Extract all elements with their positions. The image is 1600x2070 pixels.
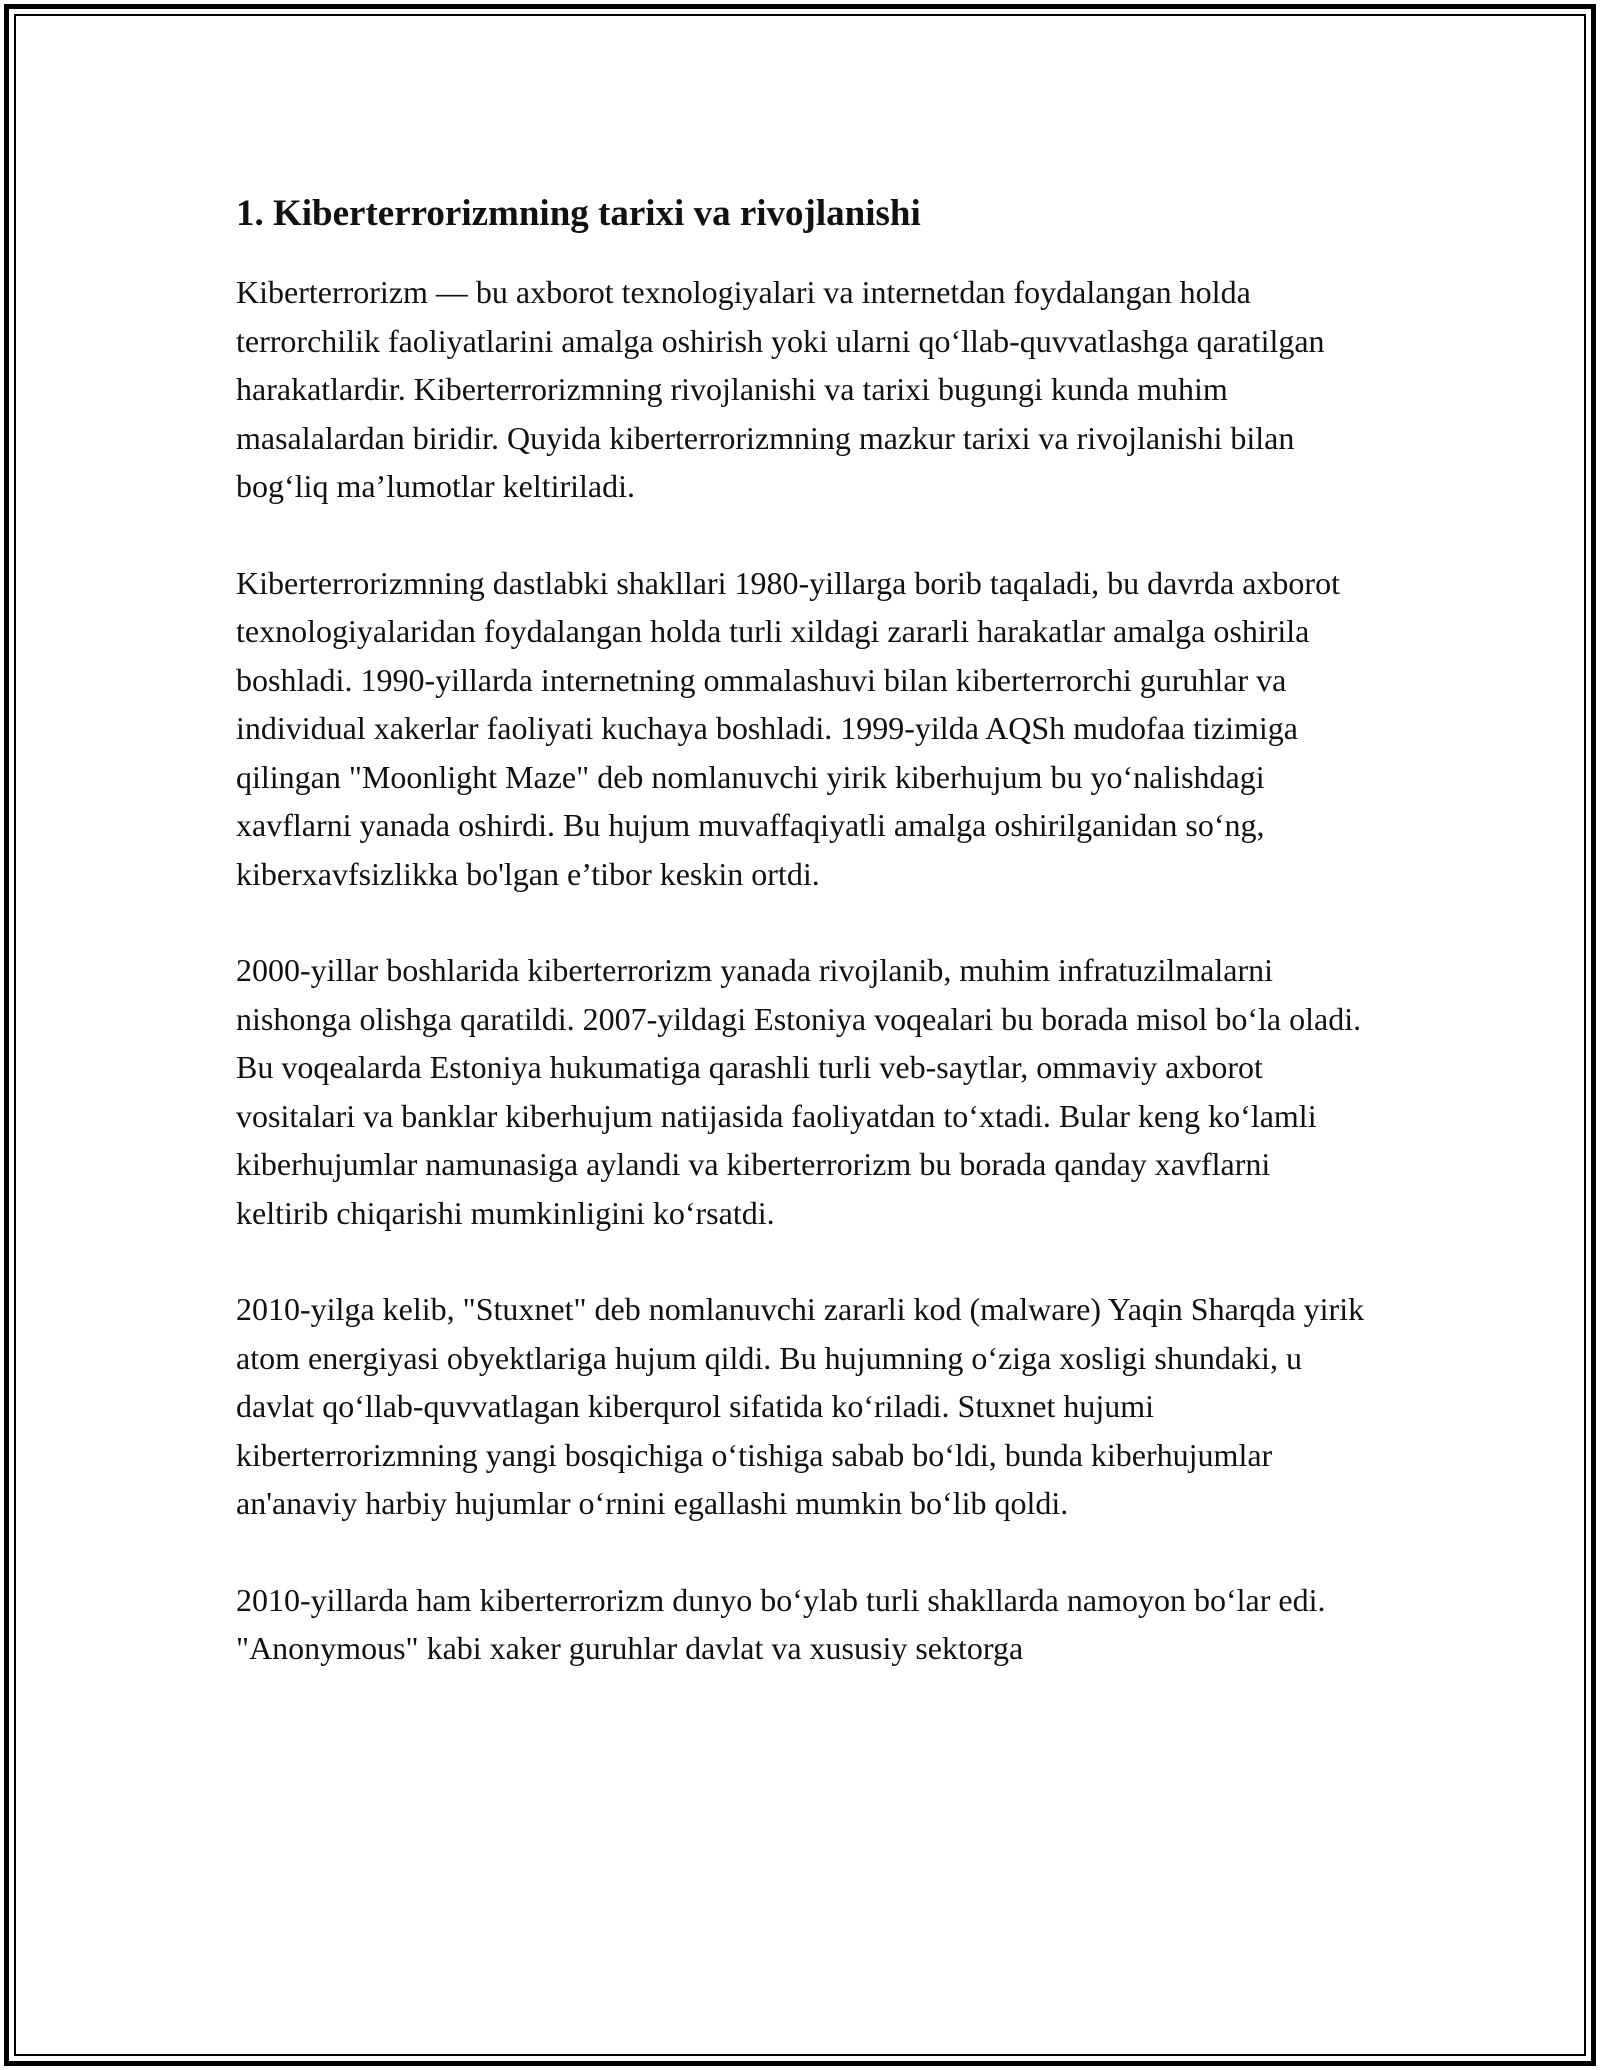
- paragraph-stuxnet: 2010-yilga kelib, "Stuxnet" deb nomlanuvchi zararli kod (malware) Yaqin Sharqda yirik atom energiyasi obyektlariga hujum qildi. Bu hujumning o‘ziga xosligi shundaki, u davlat qo‘llab-quvvatlagan kiberqurol sifatida ko‘riladi. Stuxnet hujumi kiberterrorizmning yangi bosqichiga o‘tishiga sabab bo‘ldi, bunda kiberhujumlar an'anaviy harbiy hujumlar o‘rnini egallashi mumkin bo‘lib qoldi.: [236, 1291, 1365, 1521]
- document-body: [236, 190, 1366, 1673]
- paragraph-definition: Kiberterrorizm — bu axborot texnologiyalari va internetdan foydalangan holda terrorchilik faoliyatlarini amalga oshirish yoki ularni qo‘llab-quvvatlashga qaratilgan harakatlardir. Kiberterrorizmning rivojlanishi va tarixi bugungi kunda muhim masalalardan biridir. Quyida kiberterrorizmning mazkur tarixi va rivojlanishi bilan bog‘liq ma’lumotlar keltiriladi.: [236, 274, 1325, 504]
- section-heading: 1. Kiberterrorizmning tarixi va rivojlanishi: [236, 193, 921, 234]
- paragraph-2010s: 2010-yillarda ham kiberterrorizm dunyo bo‘ylab turli shakllarda namoyon bo‘lar edi. "Anonymous" kabi xaker guruhlar davlat va xususiy sektorga: [236, 1581, 1326, 1666]
- paragraph-early-history: Kiberterrorizmning dastlabki shakllari 1980-yillarga borib taqaladi, bu davrda axborot texnologiyalaridan foydalangan holda turli xildagi zararli harakatlar amalga oshirila boshladi. 1990-yillarda internetning ommalashuvi bilan kiberterrorchi guruhlar va individual xakerlar faoliyati kuchaya boshladi. 1999-yilda AQSh mudofaa tizimiga qilingan "Moonlight Maze" deb nomlanuvchi yirik kiberhujum bu yo‘nalishdagi xavflarni yanada oshirdi. Bu hujum muvaffaqiyatli amalga oshirilganidan so‘ng, kiberxavfsizlikka bo'lgan e’tibor keskin ortdi.: [236, 564, 1340, 892]
- paragraph-2000s: 2000-yillar boshlarida kiberterrorizm yanada rivojlanib, muhim infratuzilmalarni nishonga olishga qaratildi. 2007-yildagi Estoniya voqealari bu borada misol bo‘la oladi. Bu voqealarda Estoniya hukumatiga qarashli turli veb-saytlar, ommaviy axborot vositalari va banklar kiberhujum natijasida faoliyatdan to‘xtadi. Bular keng ko‘lamli kiberhujumlar namunasiga aylandi va kiberterrorizm bu borada qanday xavflarni keltirib chiqarishi mumkinligini ko‘rsatdi.: [236, 952, 1362, 1231]
